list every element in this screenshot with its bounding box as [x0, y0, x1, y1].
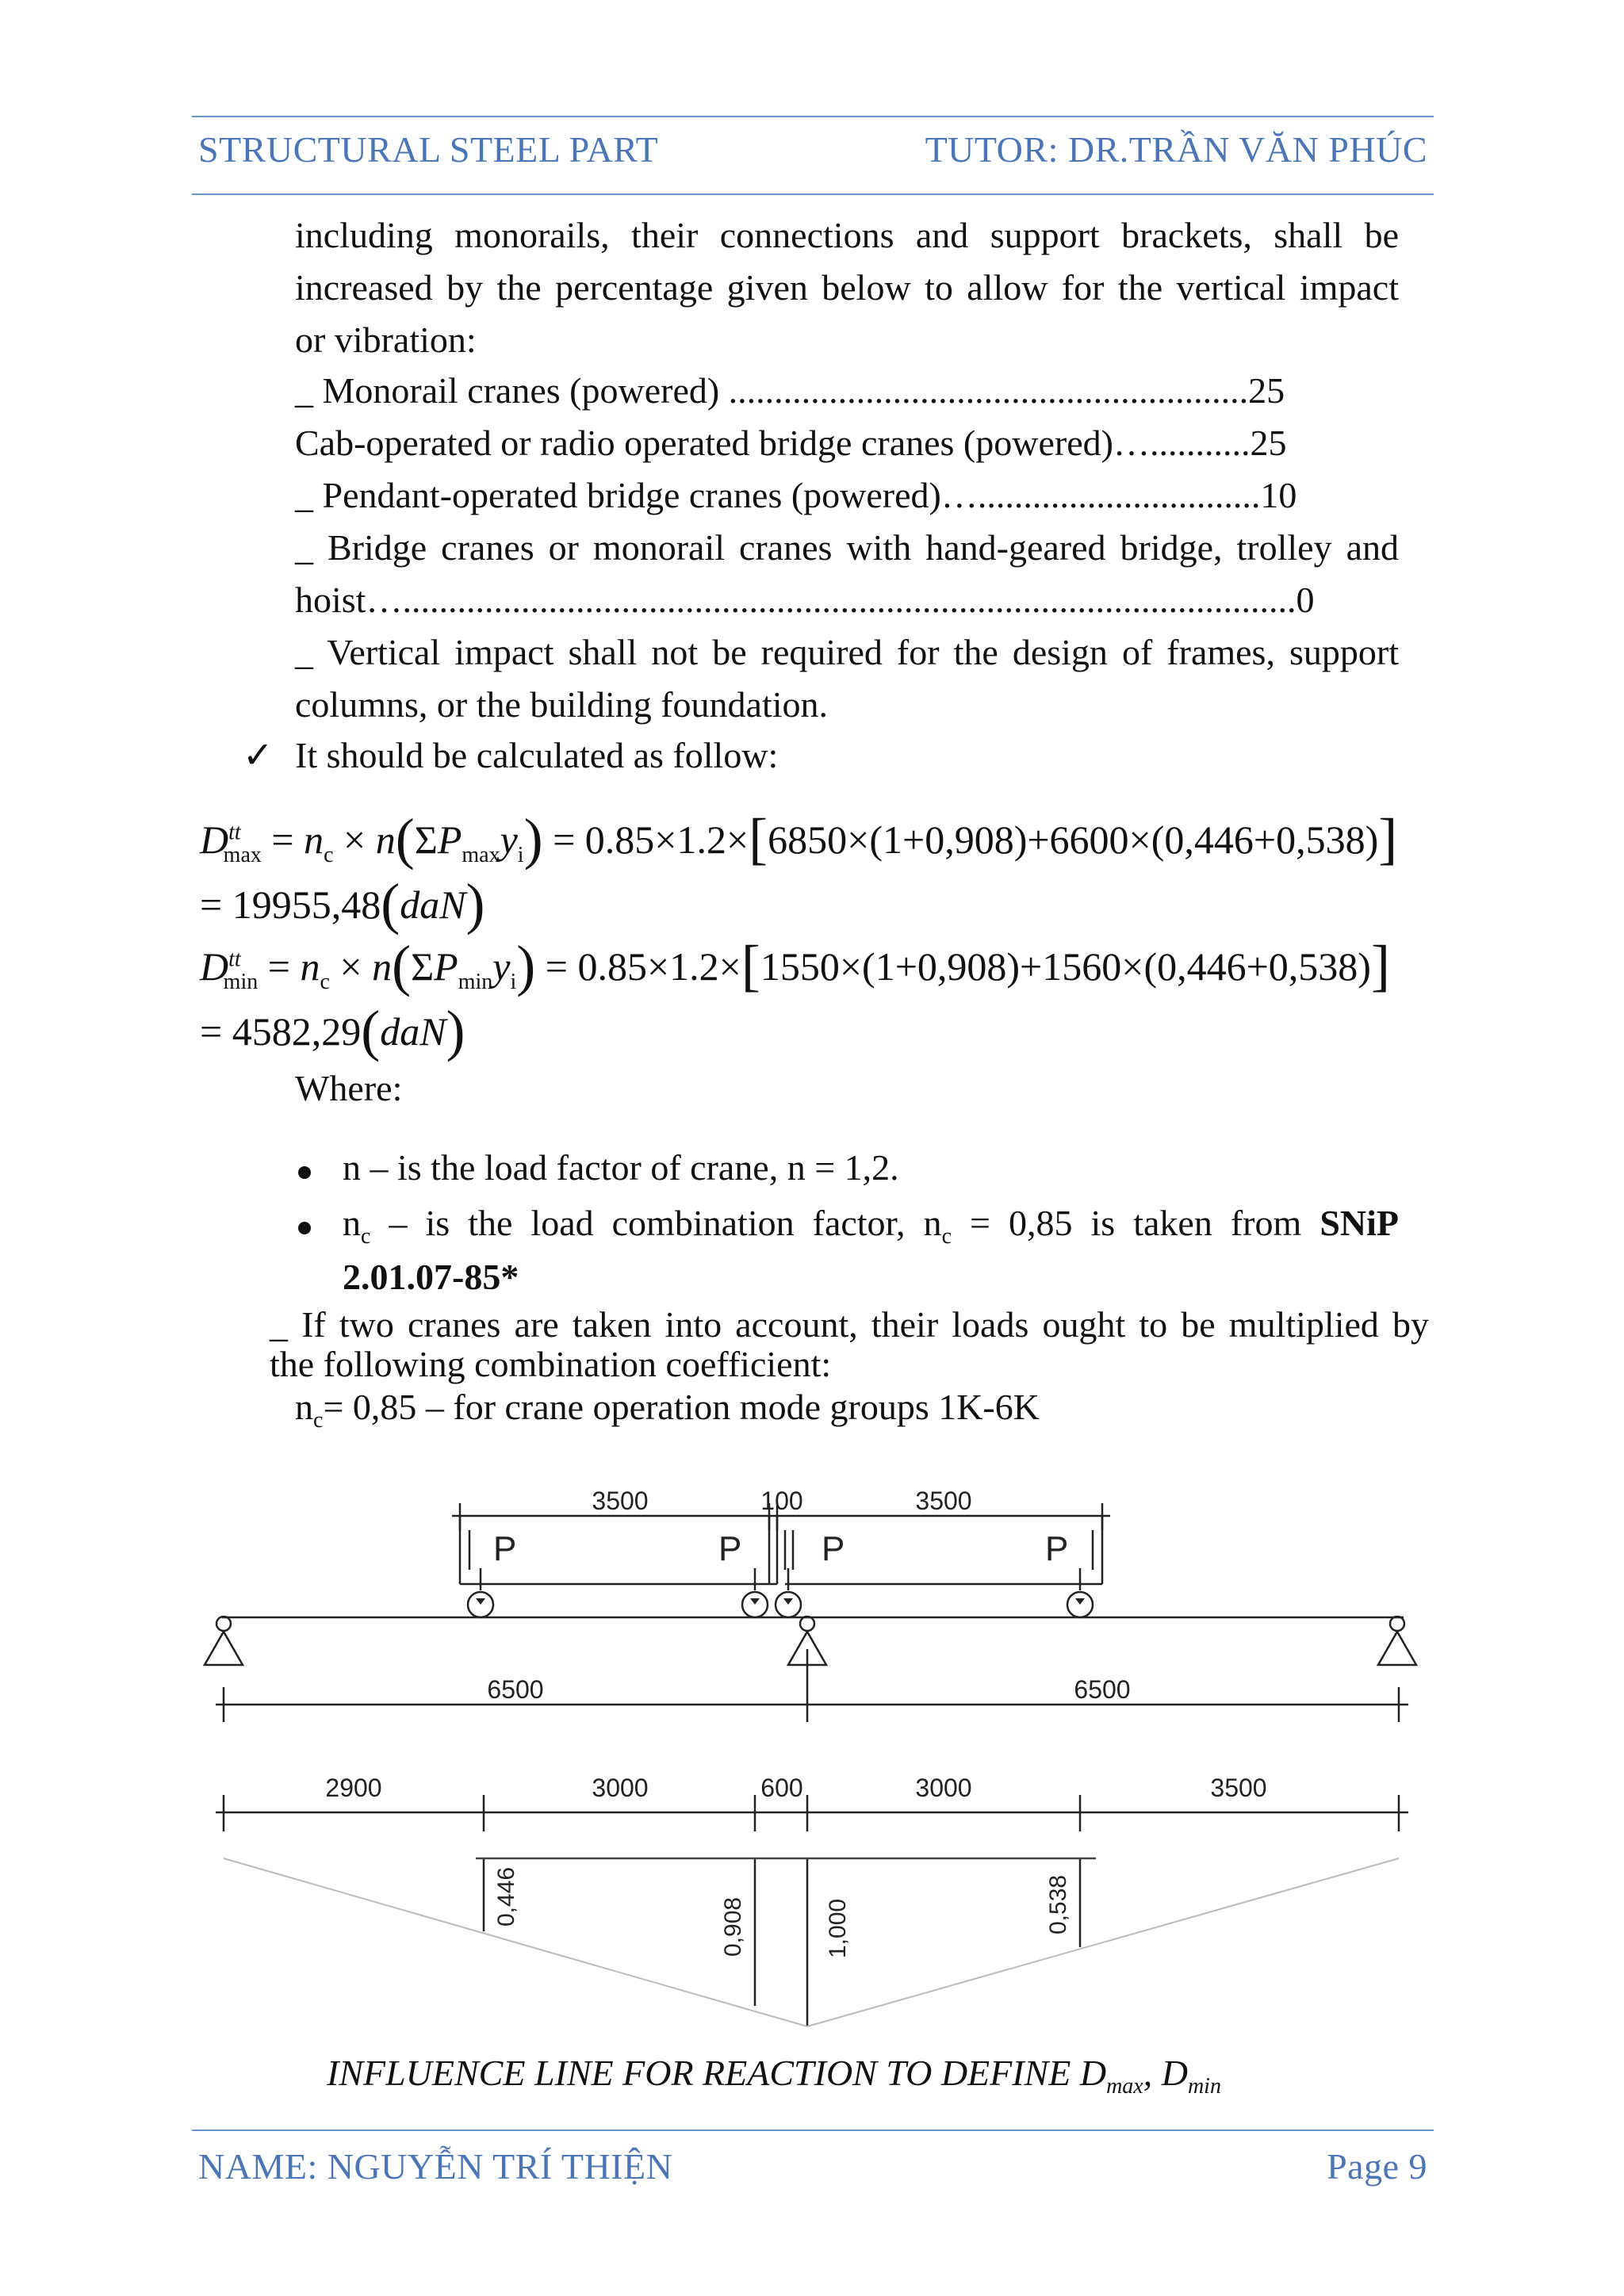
header-tutor: TUTOR: DR.TRẦN VĂN PHÚC	[925, 129, 1427, 170]
page-number: Page 9	[1327, 2146, 1427, 2187]
caption-sub-min: min	[1187, 2074, 1221, 2099]
snip-ref: SNiP	[1320, 1203, 1400, 1243]
load-p-1: P	[493, 1529, 517, 1568]
header-left-title: STRUCTURAL STEEL PART	[198, 129, 659, 170]
dmin-result-line: = 4582,29(daN)	[200, 999, 465, 1062]
combination-factor-desc: – is the load combination factor, n	[370, 1203, 942, 1243]
nc-symbol: n	[343, 1203, 361, 1243]
dim-il-3000-a: 3000	[592, 1774, 649, 1802]
nc-symbol-3: n	[295, 1387, 313, 1427]
vertical-impact-note: _ Vertical impact shall not be required for the design of frames, support	[295, 632, 1399, 672]
check-item-text: It should be calculated as follow:	[295, 735, 779, 775]
dim-top-3500-b: 3500	[915, 1487, 972, 1515]
snip-number: 2.01.07-85*	[343, 1257, 519, 1297]
check-icon: ✓	[243, 735, 274, 775]
vertical-impact-note-cont: columns, or the building foundation.	[295, 684, 829, 725]
dim-top-100: 100	[760, 1487, 803, 1515]
paragraph-line-2: increased by the percentage given below to allow for the vertical impact	[295, 267, 1399, 308]
caption-text: INFLUENCE LINE FOR REACTION TO DEFINE D	[327, 2053, 1107, 2093]
dim-il-3500: 3500	[1210, 1774, 1267, 1802]
dim-span-6500-b: 6500	[1074, 1675, 1131, 1704]
dim-span-6500-a: 6500	[487, 1675, 544, 1704]
caption-sep: , D	[1143, 2053, 1188, 2093]
dim-il-600: 600	[760, 1774, 803, 1802]
paragraph-line-1: including monorails, their connections and support brackets, shall be	[295, 215, 1399, 255]
bullet-load-factor-text: n – is the load factor of crane, n = 1,2.	[343, 1147, 899, 1188]
combination-note-line-1: _ If two cranes are taken into account, their loads ought to be multiplied by	[270, 1304, 1429, 1345]
figure-caption	[327, 2052, 1221, 2099]
ordinate-0446: 0,446	[493, 1866, 519, 1927]
load-p-4: P	[1045, 1529, 1069, 1568]
dmin-result: = 4582,29	[200, 1009, 362, 1054]
combination-note-line-2: the following combination coefficient:	[270, 1344, 832, 1384]
combination-value-text: = 0,85 – for crane operation mode groups 1K-6K	[323, 1387, 1040, 1427]
dmin-coefficients: 0.85×1.2×	[577, 944, 741, 989]
dmax-unit: daN	[400, 882, 466, 927]
impact-item-pendant: _ Pendant-operated bridge cranes (powered)…...............................10	[295, 475, 1297, 515]
load-p-3: P	[822, 1529, 845, 1568]
impact-item-monorail: _ Monorail cranes (powered) .........................................................25	[295, 370, 1285, 411]
impact-item-hand-geared-cont: hoist…..................................................................................................0	[295, 580, 1315, 620]
ordinate-0538: 0,538	[1045, 1874, 1071, 1934]
dmax-equation: $D^{tt}_{max} = n_c \times n(\Sigma P_{max}y_i) = 0.85\times 1.2\times[6850\times(1+0,908)+6600\times(0,446+0,538)]$	[200, 807, 1398, 871]
paragraph-line-3: or vibration:	[295, 320, 477, 360]
dmax-result-line: = 19955,48(daN)	[200, 872, 485, 936]
dmin-terms: 1550×(1+0,908)+1560×(0,446+0,538)	[760, 944, 1371, 989]
footer-name: NAME: NGUYỄN TRÍ THIỆN	[198, 2146, 673, 2187]
impact-item-hand-geared: _ Bridge cranes or monorail cranes with hand-geared bridge, trolley and	[295, 527, 1399, 568]
where-label: Where:	[295, 1068, 403, 1108]
dmax-terms: 6850×(1+0,908)+6600×(0,446+0,538)	[768, 817, 1379, 862]
impact-item-cab-operated: Cab-operated or radio operated bridge cranes (powered)…...........25	[295, 423, 1287, 463]
ordinate-0908: 0,908	[720, 1896, 746, 1957]
caption-sub-max: max	[1106, 2074, 1143, 2099]
nc-subscript-3: c	[313, 1408, 324, 1433]
ordinate-1000: 1,000	[825, 1898, 851, 1958]
load-p-2: P	[718, 1529, 742, 1568]
footer-rule	[192, 2130, 1434, 2131]
nc-subscript-2: c	[941, 1224, 952, 1249]
dmin-equation: $D^{tt}_{min} = n_c \times n(\Sigma P_{min}y_i) = 0.85\times 1.2\times[1550\times(1+0,908)+1560\times(0,446+0,538)]$	[200, 934, 1390, 997]
dim-top-3500-a: 3500	[592, 1487, 649, 1515]
nc-subscript: c	[361, 1224, 371, 1249]
dmin-unit: daN	[380, 1009, 446, 1054]
dim-il-3000-b: 3000	[915, 1774, 972, 1802]
dim-il-2900: 2900	[325, 1774, 382, 1802]
dmax-result: = 19955,48	[200, 882, 381, 927]
combination-factor-value: = 0,85 is taken from	[952, 1203, 1302, 1243]
dmax-coefficients: 0.85×1.2×	[584, 817, 749, 862]
